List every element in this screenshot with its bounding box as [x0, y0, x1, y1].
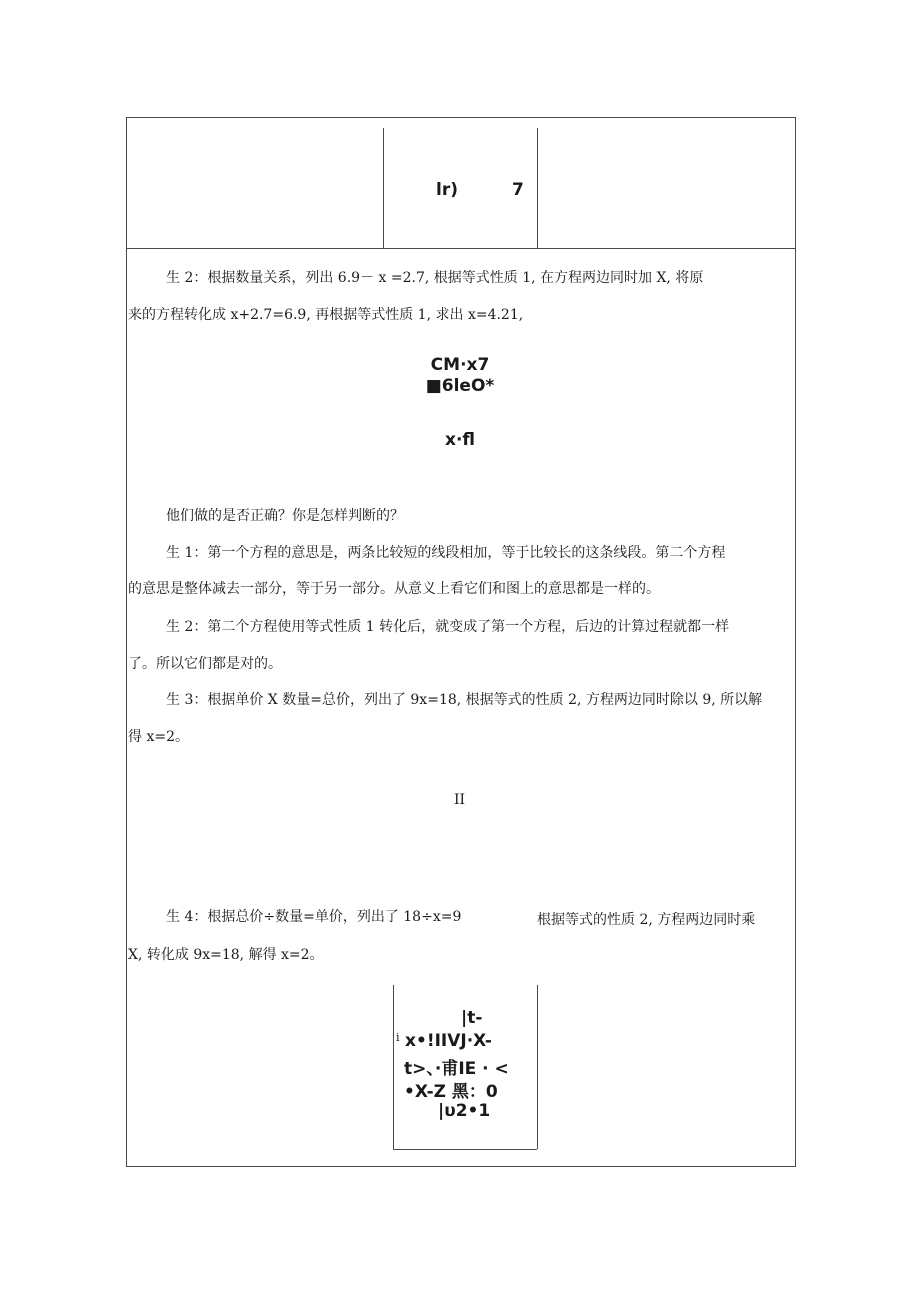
student2-line2: 来的方程转化成 x+2.7=6.9, 再根据等式性质 1, 求出 x=4.21, [128, 307, 524, 323]
top-cell-text-b: 7 [512, 180, 524, 200]
math-block2-line2: x•!IIVJ·X- [405, 1031, 492, 1051]
student4-line1a: 生 4：根据总价÷数量=单价，列出了 18÷x=9 [166, 909, 462, 925]
top-cell-text-a: lr) [436, 180, 458, 200]
student1-line2: 的意思是整体减去一部分，等于另一部分。从意义上看它们和图上的意思都是一样的。 [128, 581, 660, 597]
math-block1-line2: ■6leO* [425, 376, 495, 396]
table-row-divider [126, 248, 796, 249]
student1-line1: 生 1：第一个方程的意思是，两条比较短的线段相加，等于比较长的这条线段。第二个方程 [166, 545, 726, 561]
figure-box-left [393, 985, 394, 1149]
student2b-line2: 了。所以它们都是对的。 [128, 656, 282, 672]
student3-line1: 生 3：根据单价 X 数量=总价，列出了 9x=18, 根据等式的性质 2, 方程两边同时除以 9, 所以解 [166, 692, 763, 708]
teacher-question: 他们做的是否正确？你是怎样判断的？ [166, 508, 404, 524]
figure-box-right [537, 985, 538, 1149]
figure-box-bottom [393, 1149, 537, 1150]
math-block2-line3: t>、·甫IE · < [404, 1059, 509, 1079]
student2b-line1: 生 2：第二个方程使用等式性质 1 转化后，就变成了第一个方程，后边的计算过程就都一样 [166, 619, 730, 635]
cell-divider-left [383, 128, 384, 248]
math-block2-line4: •X-Z 黑：0 [404, 1082, 498, 1102]
student3-line2: 得 x=2。 [128, 729, 189, 745]
student4-line1b: 根据等式的性质 2, 方程两边同时乘 [537, 912, 756, 928]
student4-line2: X, 转化成 9x=18, 解得 x=2。 [128, 947, 324, 963]
mark-ii: II [454, 792, 466, 808]
cell-divider-right [537, 128, 538, 248]
student2-line1: 生 2：根据数量关系，列出 6.9－ x =2.7, 根据等式性质 1, 在方程两边同时加 X, 将原 [166, 270, 704, 286]
math-block2-line1: |t- [461, 1008, 483, 1028]
math-block2-line5: |υ2•1 [438, 1101, 491, 1121]
math-block1-line3: x·fl [444, 430, 476, 450]
figure-side-mark: i [396, 1031, 400, 1044]
math-block1-line1: CM·x7 [430, 355, 490, 375]
